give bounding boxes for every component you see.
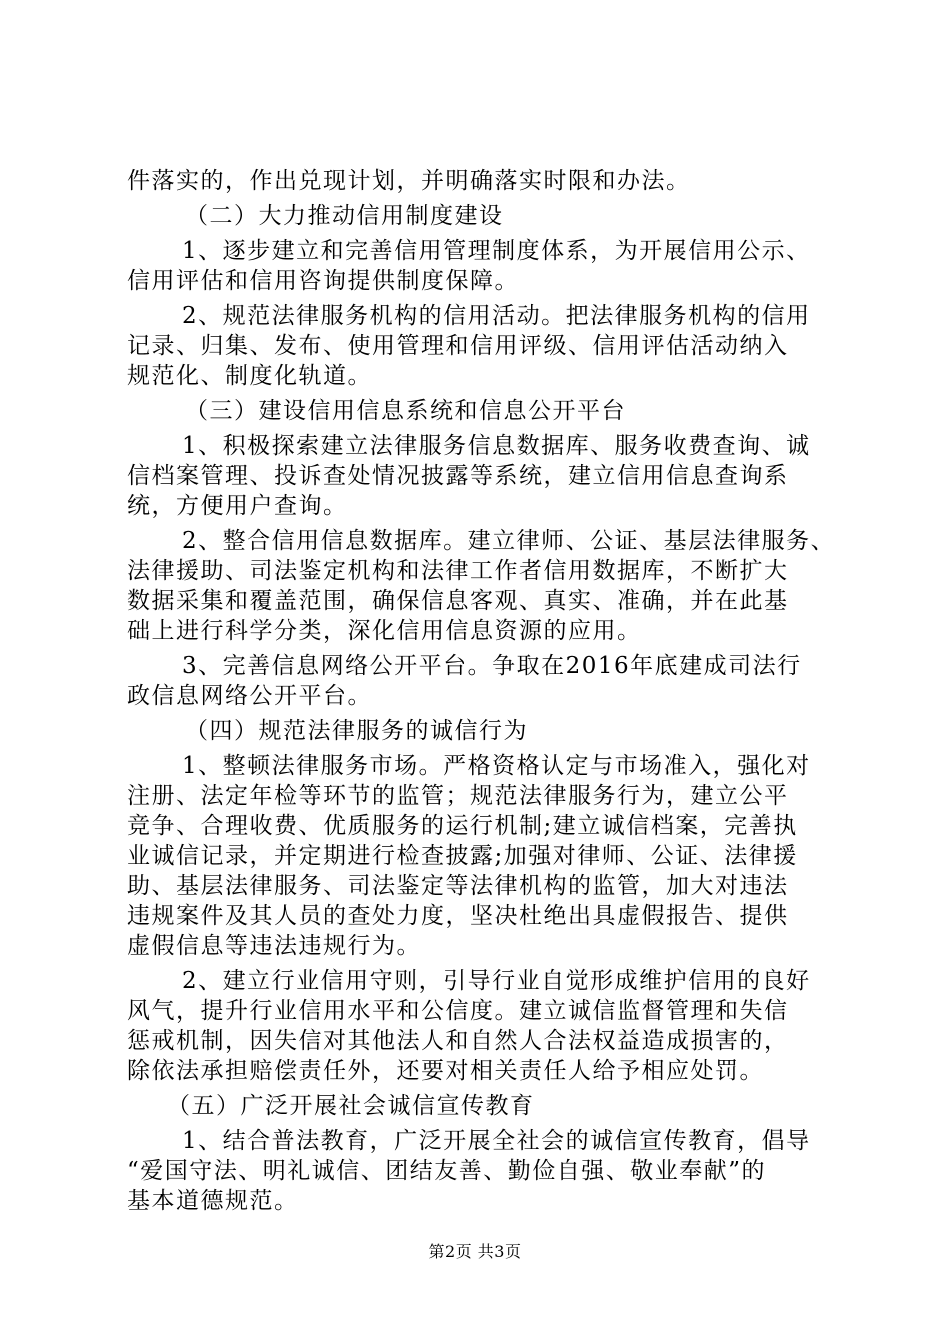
paragraph-line: 政信息网络公开平台。 [127,683,372,709]
paragraph-line: 法律援助、司法鉴定机构和法律工作者信用数据库，不断扩大 [127,558,789,584]
paragraph-line: 风气，提升行业信用水平和公信度。建立诚信监督管理和失信 [127,998,789,1024]
paragraph-line: 3、完善信息网络公开平台。争取在2016年底建成司法行 [182,653,802,679]
paragraph-line: 虚假信息等违法违规行为。 [127,933,421,959]
paragraph-line: 信用评估和信用咨询提供制度保障。 [127,268,519,294]
paragraph-line: 件落实的，作出兑现计划，并明确落实时限和办法。 [127,168,691,194]
paragraph-line: 违规案件及其人员的查处力度，坚决杜绝出具虚假报告、提供 [127,903,789,929]
paragraph-line: 1、结合普法教育，广泛开展全社会的诚信宣传教育，倡导 [182,1128,811,1154]
document-body [127,166,836,1216]
paragraph-line: 记录、归集、发布、使用管理和信用评级、信用评估活动纳入 [127,333,789,359]
paragraph-line: 注册、法定年检等环节的监管；规范法律服务行为，建立公平 [127,783,789,809]
paragraph-line: 统，方便用户查询。 [127,493,348,519]
paragraph-line: 数据采集和覆盖范围，确保信息客观、真实、准确，并在此基 [127,588,789,614]
section-heading-5: （五）广泛开展社会诚信宣传教育 [167,1093,535,1119]
section-heading-3: （三）建设信用信息系统和信息公开平台 [185,398,626,424]
paragraph-line: 助、基层法律服务、司法鉴定等法律机构的监管，加大对违法 [127,873,789,899]
paragraph-line: 除依法承担赔偿责任外，还要对相关责任人给予相应处罚。 [127,1058,764,1084]
paragraph-line: 1、逐步建立和完善信用管理制度体系，为开展信用公示、 [182,238,811,264]
paragraph-line: 础上进行科学分类，深化信用信息资源的应用。 [127,618,642,644]
paragraph-line: 1、整顿法律服务市场。严格资格认定与市场准入，强化对 [182,753,811,779]
paragraph-line: “爱国守法、明礼诚信、团结友善、勤俭自强、敬业奉献”的 [127,1158,767,1184]
section-heading-4: （四）规范法律服务的诚信行为 [185,718,528,744]
paragraph-line: 规范化、制度化轨道。 [127,363,372,389]
paragraph-line: 业诚信记录，并定期进行检查披露;加强对律师、公证、法律援 [127,843,798,869]
section-heading-2: （二）大力推动信用制度建设 [185,203,504,229]
paragraph-line: 2、规范法律服务机构的信用活动。把法律服务机构的信用 [182,303,811,329]
paragraph-line: 信档案管理、投诉查处情况披露等系统，建立信用信息查询系 [127,463,789,489]
paragraph-line: 竞争、合理收费、优质服务的运行机制;建立诚信档案，完善执 [127,813,798,839]
paragraph-line: 2、整合信用信息数据库。建立律师、公证、基层法律服务、 [182,528,836,554]
page-number-footer: 第2页 共3页 [428,1242,522,1261]
paragraph-line: 基本道德规范。 [127,1188,299,1214]
paragraph-line: 1、积极探索建立法律服务信息数据库、服务收费查询、诚 [182,433,811,459]
paragraph-line: 2、建立行业信用守则，引导行业自觉形成维护信用的良好 [182,968,811,994]
paragraph-line: 惩戒机制，因失信对其他法人和自然人合法权益造成损害的， [127,1028,789,1054]
